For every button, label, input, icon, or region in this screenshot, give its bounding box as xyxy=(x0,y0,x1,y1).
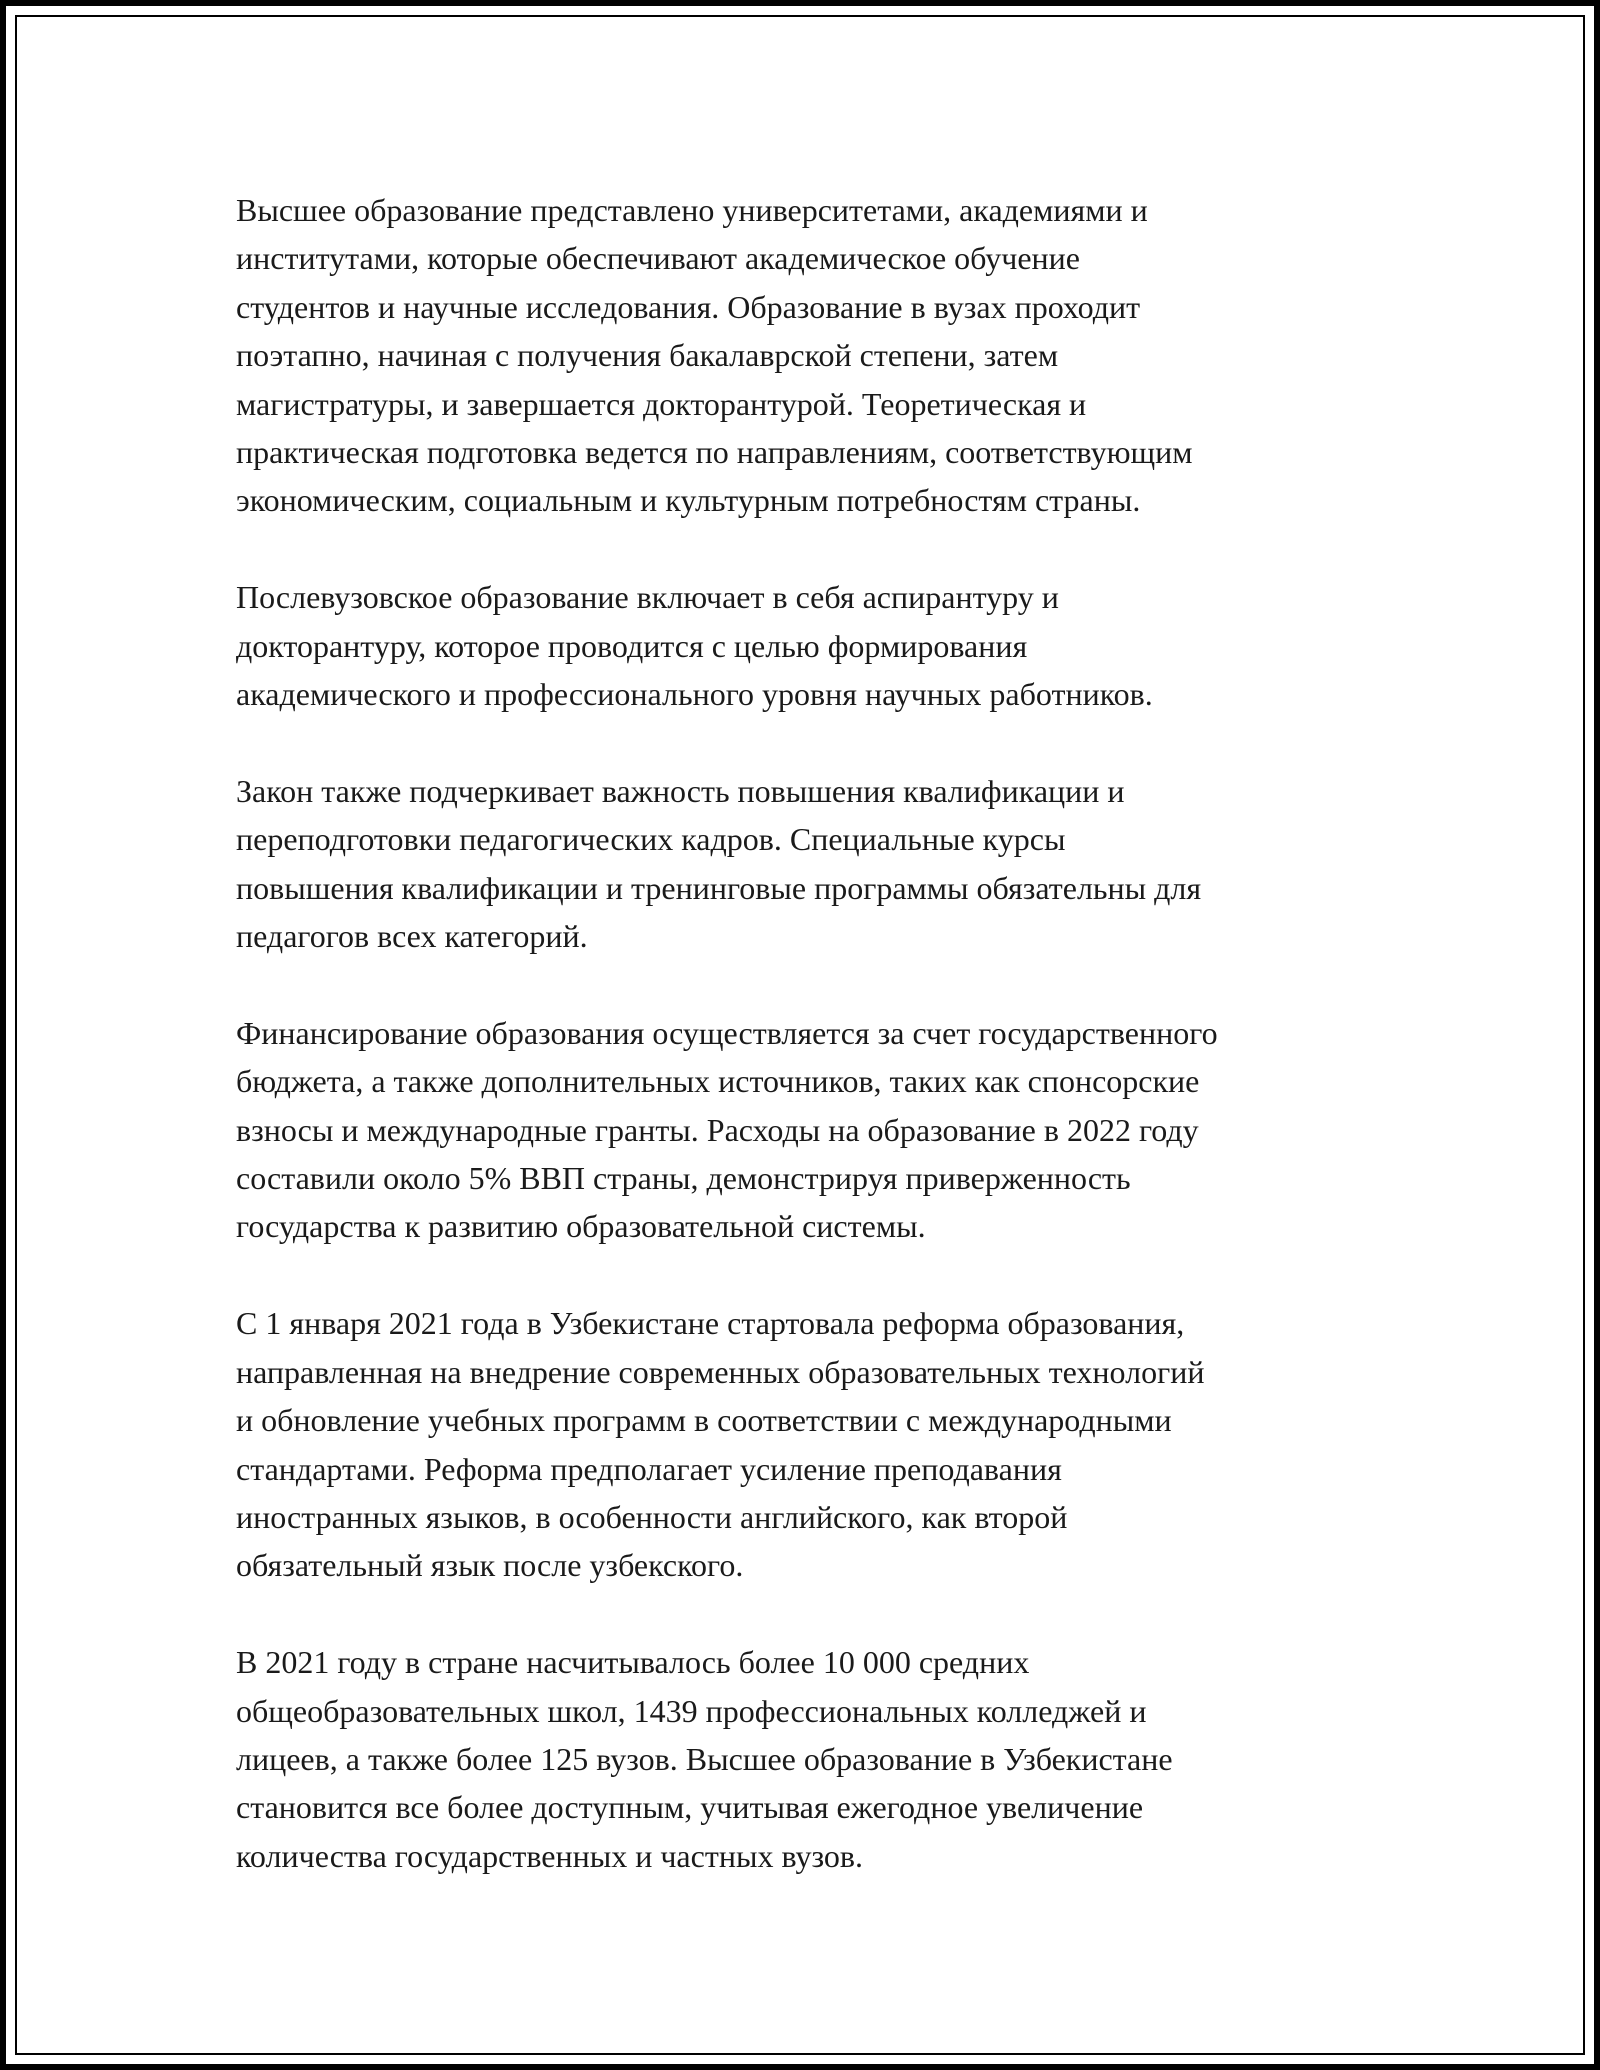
paragraph-education-funding: Финансирование образования осуществляется за счет государственного бюджета, а также дополнительных источников, таких как спонсорские взносы и международные гранты. Расходы на образование в 2022 году составили около 5% ВВП страны, демонстрируя приверженность государства к развитию образовательной системы. xyxy=(236,1014,1218,1245)
paragraph-postgraduate-education: Послевузовское образование включает в себя аспирантуру и докторантуру, которое проводится с целью формирования академического и профессионального уровня научных работников. xyxy=(236,579,1153,713)
paragraph-education-statistics: В 2021 году в стране насчитывалось более 10 000 средних общеобразовательных школ, 1439 профессиональных колледжей и лицеев, а также более 125 вузов. Высшее образование в Узбекистане становится все более доступным, учитывая ежегодное увеличение количества государственных и частных вузов. xyxy=(236,1644,1173,1874)
paragraph-teacher-training: Закон также подчеркивает важность повышения квалификации и переподготовки педагогических кадров. Специальные курсы повышения квалификации и тренинговые программы обязательны для педагогов всех категорий. xyxy=(236,772,1202,955)
paragraph-higher-education: Высшее образование представлено университетами, академиями и институтами, которые обеспечивают академическое обучение студентов и научные исследования. Образование в вузах проходит поэтапно, начиная с получения бакалаврской степени, затем магистратуры, и завершается докторантурой. Теоретическая и практическая подготовка ведется по направлениям, соответствующим экономическим, социальным и культурным потребностям страны. xyxy=(236,192,1193,519)
document-body xyxy=(236,186,1396,1880)
paragraph-education-reform: С 1 января 2021 года в Узбекистане стартовала реформа образования, направленная на внедрение современных образовательных технологий и обновление учебных программ в соответствии с международными стандартами. Реформа предполагает усиление преподавания иностранных языков, в особенности английского, как второй обязательный язык после узбекского. xyxy=(236,1305,1205,1584)
